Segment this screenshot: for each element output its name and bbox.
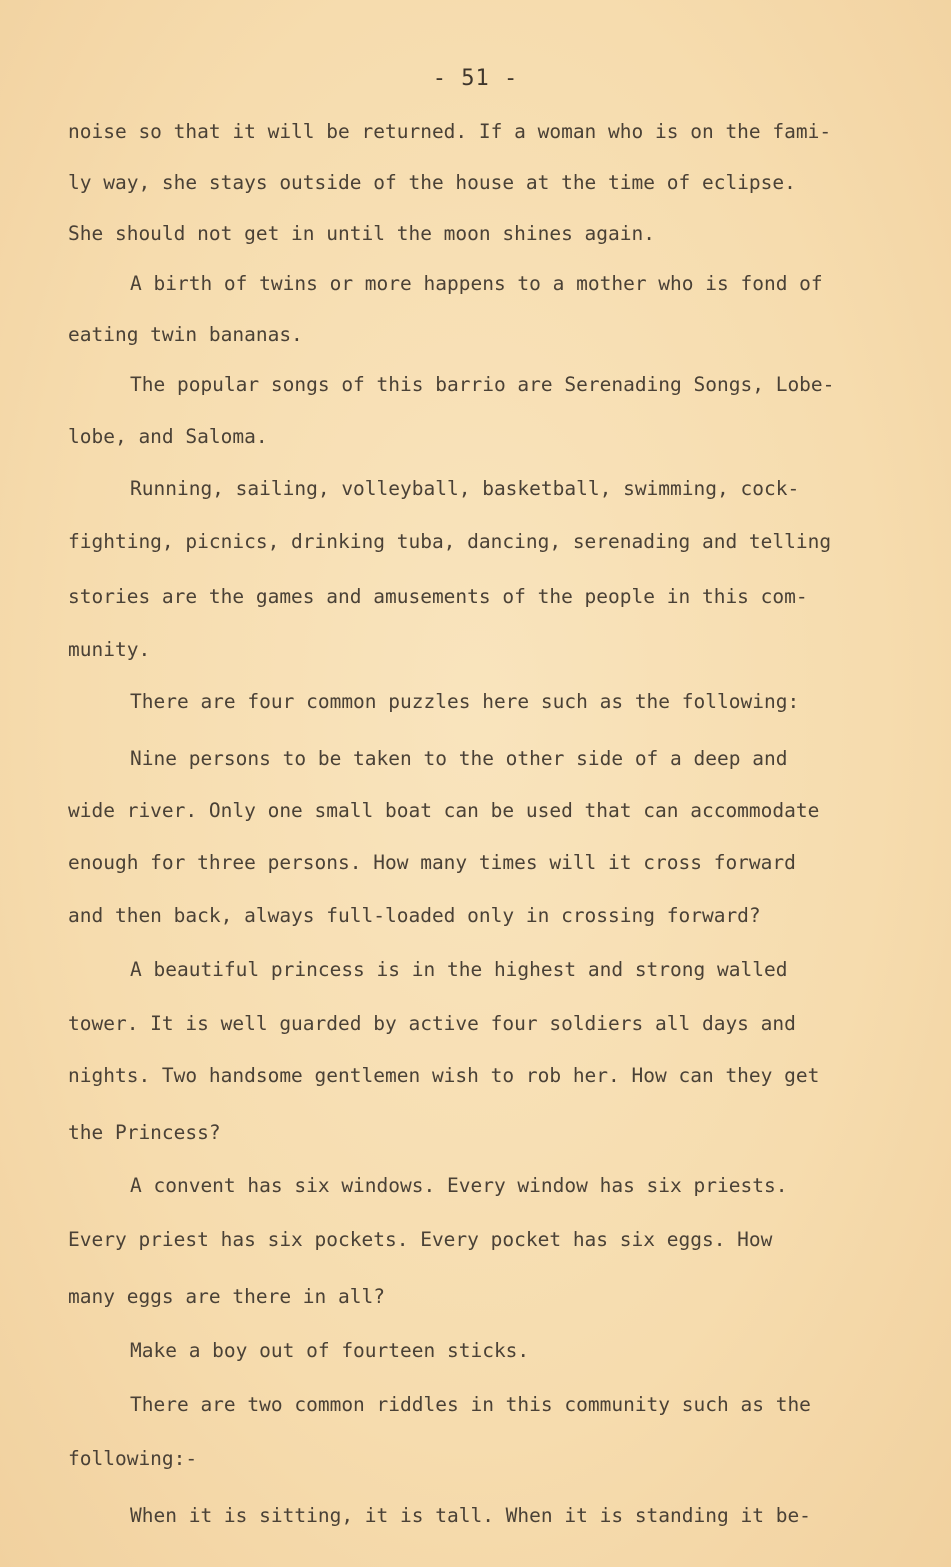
text-line-9: fighting, picnics, drinking tuba, dancing, serenading and telling (68, 530, 832, 553)
text-line-18: tower. It is well guarded by active four soldiers all days and (68, 1012, 796, 1035)
page-number: - 51 - (432, 66, 519, 91)
text-line-5: eating twin bananas. (68, 323, 303, 346)
text-line-23: many eggs are there in all? (68, 1285, 385, 1308)
text-line-14: wide river. Only one small boat can be used that can accommodate (68, 799, 820, 822)
text-line-19: nights. Two handsome gentlemen wish to rob her. How can they get (68, 1064, 820, 1087)
text-line-25: There are two common riddles in this community such as the (130, 1393, 811, 1416)
text-line-10: stories are the games and amusements of the people in this com- (68, 585, 808, 608)
text-line-24: Make a boy out of fourteen sticks. (130, 1339, 530, 1362)
text-line-27: When it is sitting, it is tall. When it is standing it be- (130, 1504, 811, 1527)
text-line-11: munity. (68, 638, 151, 661)
text-line-20: the Princess? (68, 1121, 221, 1144)
text-line-21: A convent has six windows. Every window has six priests. (130, 1174, 788, 1197)
text-line-4: A birth of twins or more happens to a mother who is fond of (130, 272, 823, 295)
text-line-16: and then back, always full-loaded only in crossing forward? (68, 904, 761, 927)
text-line-1-a: noise so that it will be returned. If a woman who is on the fami- (68, 120, 832, 143)
text-line-26: following:- (68, 1447, 198, 1470)
text-line-6: The popular songs of this barrio are Serenading Songs, Lobe- (130, 373, 835, 396)
text-line-1 (68, 120, 831, 144)
text-line-8: Running, sailing, volleyball, basketball, swimming, cock- (130, 477, 800, 500)
text-line-12: There are four common puzzles here such as the following: (130, 690, 800, 713)
text-line-3: She should not get in until the moon shines again. (68, 222, 655, 245)
text-line-7: lobe, and Saloma. (68, 425, 268, 448)
text-line-22: Every priest has six pockets. Every pocket has six eggs. How (68, 1228, 773, 1251)
text-line-2: ly way, she stays outside of the house at the time of eclipse. (68, 171, 796, 194)
text-line-13: Nine persons to be taken to the other side of a deep and (130, 747, 788, 770)
text-line-17: A beautiful princess is in the highest and strong walled (130, 958, 788, 981)
text-line-15: enough for three persons. How many times will it cross forward (68, 851, 796, 874)
